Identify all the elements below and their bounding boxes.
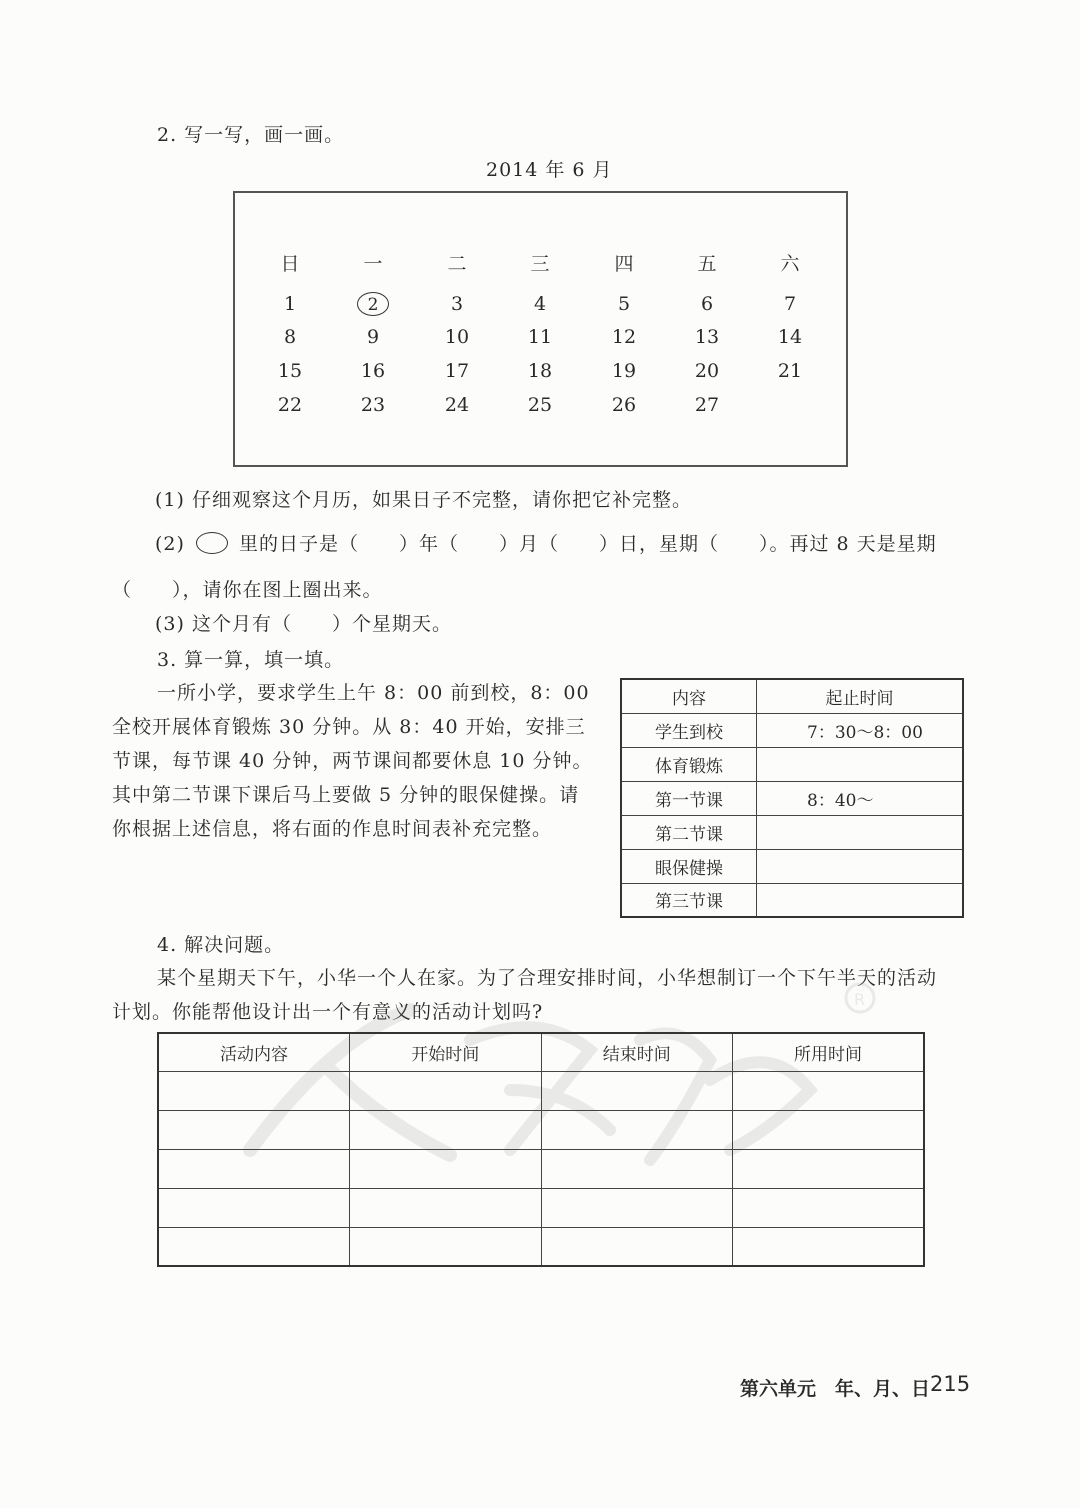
calendar-day: 6 (700, 293, 714, 315)
calendar-weekday: 四 (614, 253, 634, 275)
plan-cell[interactable] (733, 1188, 925, 1227)
q3-line-4: 其中第二节课下课后马上要做 5 分钟的眼保健操。请 (112, 784, 580, 806)
activity-plan-table (157, 1032, 925, 1267)
calendar-day: 5 (617, 293, 631, 315)
schedule-time-field[interactable]: 8：40～ (757, 781, 964, 815)
plan-cell[interactable] (350, 1071, 542, 1110)
plan-header-activity: 活动内容 (158, 1033, 350, 1071)
schedule-item: 第一节课 (621, 781, 757, 815)
plan-cell[interactable] (350, 1110, 542, 1149)
schedule-row (621, 883, 963, 917)
q2-sub2-prefix: (2) (155, 533, 185, 555)
calendar-day: 22 (277, 394, 303, 416)
schedule-time-field[interactable]: 7：30～8：00 (757, 713, 964, 747)
q3-line-2: 全校开展体育锻炼 30 分钟。从 8：40 开始，安排三 (112, 716, 586, 738)
schedule-row (621, 781, 963, 815)
schedule-time-field[interactable] (757, 747, 964, 781)
schedule-item: 眼保健操 (621, 849, 757, 883)
q3-line-3: 节课，每节课 40 分钟，两节课间都要休息 10 分钟。 (112, 750, 593, 772)
schedule-time-field[interactable] (757, 849, 964, 883)
schedule-row (621, 713, 963, 747)
plan-row (158, 1227, 924, 1266)
plan-cell[interactable] (158, 1227, 350, 1266)
q2-sub1: (1) 仔细观察这个月历，如果日子不完整，请你把它补完整。 (155, 489, 692, 511)
calendar-day: 3 (450, 293, 464, 315)
calendar-weekday: 二 (447, 253, 467, 275)
plan-cell[interactable] (158, 1110, 350, 1149)
plan-cell[interactable] (541, 1071, 733, 1110)
calendar-day: 12 (611, 326, 637, 348)
calendar-day: 13 (694, 326, 720, 348)
calendar-title: 2014 年 6 月 (486, 159, 613, 181)
calendar-day: 21 (777, 360, 803, 382)
schedule-item: 第二节课 (621, 815, 757, 849)
plan-cell[interactable] (350, 1227, 542, 1266)
schedule-time-field[interactable] (757, 883, 964, 917)
calendar-day: 15 (277, 360, 303, 382)
schedule-item: 体育锻炼 (621, 747, 757, 781)
schedule-row (621, 747, 963, 781)
plan-cell[interactable] (158, 1188, 350, 1227)
calendar-day: 7 (783, 293, 797, 315)
calendar-day: 24 (444, 394, 470, 416)
calendar-day: 1 (283, 293, 297, 315)
plan-header-duration: 所用时间 (733, 1033, 925, 1071)
schedule-item: 第三节课 (621, 883, 757, 917)
schedule-header-content: 内容 (621, 679, 757, 713)
calendar-day: 19 (611, 360, 637, 382)
calendar-day: 25 (527, 394, 553, 416)
plan-cell[interactable] (541, 1188, 733, 1227)
plan-row (158, 1188, 924, 1227)
calendar-day: 26 (611, 394, 637, 416)
calendar-day: 17 (444, 360, 470, 382)
calendar-day: 27 (694, 394, 720, 416)
svg-text:R: R (854, 990, 866, 1009)
plan-cell[interactable] (350, 1149, 542, 1188)
calendar-day: 11 (527, 326, 553, 348)
calendar-day: 16 (360, 360, 386, 382)
plan-cell[interactable] (733, 1227, 925, 1266)
q4-line-2: 计划。你能帮他设计出一个有意义的活动计划吗? (112, 1001, 544, 1023)
q3-line-1: 一所小学，要求学生上午 8：00 前到校，8：00 (157, 682, 590, 704)
plan-cell[interactable] (158, 1149, 350, 1188)
calendar-day-circled (353, 292, 393, 316)
q2-sub2-cont: （ ），请你在图上圈出来。 (112, 579, 383, 601)
schedule-item: 学生到校 (621, 713, 757, 747)
calendar-weekday: 三 (530, 253, 550, 275)
plan-header-start: 开始时间 (350, 1033, 542, 1071)
calendar-weekday: 日 (280, 253, 300, 275)
plan-header-end: 结束时间 (541, 1033, 733, 1071)
calendar-weekday: 一 (363, 253, 383, 275)
q4-heading: 4. 解决问题。 (157, 934, 285, 956)
q3-heading: 3. 算一算，填一填。 (157, 649, 345, 671)
plan-row (158, 1149, 924, 1188)
calendar-day: 20 (694, 360, 720, 382)
calendar-day: 10 (444, 326, 470, 348)
plan-cell[interactable] (541, 1110, 733, 1149)
schedule-row (621, 849, 963, 883)
plan-row (158, 1071, 924, 1110)
footer-unit: 第六单元 年、月、日 (740, 1378, 931, 1400)
plan-cell[interactable] (541, 1149, 733, 1188)
calendar-day: 18 (527, 360, 553, 382)
plan-cell[interactable] (733, 1110, 925, 1149)
plan-cell[interactable] (541, 1227, 733, 1266)
plan-cell[interactable] (158, 1071, 350, 1110)
schedule-time-field[interactable] (757, 815, 964, 849)
calendar-weekday: 六 (780, 253, 800, 275)
q2-sub2-main: 里的日子是（ ）年（ ）月（ ）日，星期（ ）。再过 8 天是星期 (239, 533, 937, 555)
calendar-day: 9 (366, 326, 380, 348)
calendar-day: 4 (533, 293, 547, 315)
calendar-weekday: 五 (697, 253, 717, 275)
circled-day-number: 2 (357, 292, 389, 316)
calendar-day: 14 (777, 326, 803, 348)
page-number: 215 (930, 1372, 971, 1396)
q4-line-1: 某个星期天下午，小华一个人在家。为了合理安排时间，小华想制订一个下午半天的活动 (157, 967, 938, 989)
plan-row (158, 1110, 924, 1149)
q2-sub2 (155, 529, 937, 556)
q2-heading: 2. 写一写，画一画。 (157, 124, 345, 146)
schedule-row (621, 815, 963, 849)
schedule-table (620, 678, 964, 918)
q2-sub3: (3) 这个月有（ ）个星期天。 (155, 613, 452, 635)
oval-icon (196, 532, 228, 554)
q3-line-5: 你根据上述信息，将右面的作息时间表补充完整。 (112, 818, 553, 840)
plan-cell[interactable] (733, 1149, 925, 1188)
schedule-header-time: 起止时间 (757, 679, 964, 713)
calendar (233, 191, 848, 467)
plan-cell[interactable] (350, 1188, 542, 1227)
calendar-day: 8 (283, 326, 297, 348)
calendar-day: 23 (360, 394, 386, 416)
plan-cell[interactable] (733, 1071, 925, 1110)
